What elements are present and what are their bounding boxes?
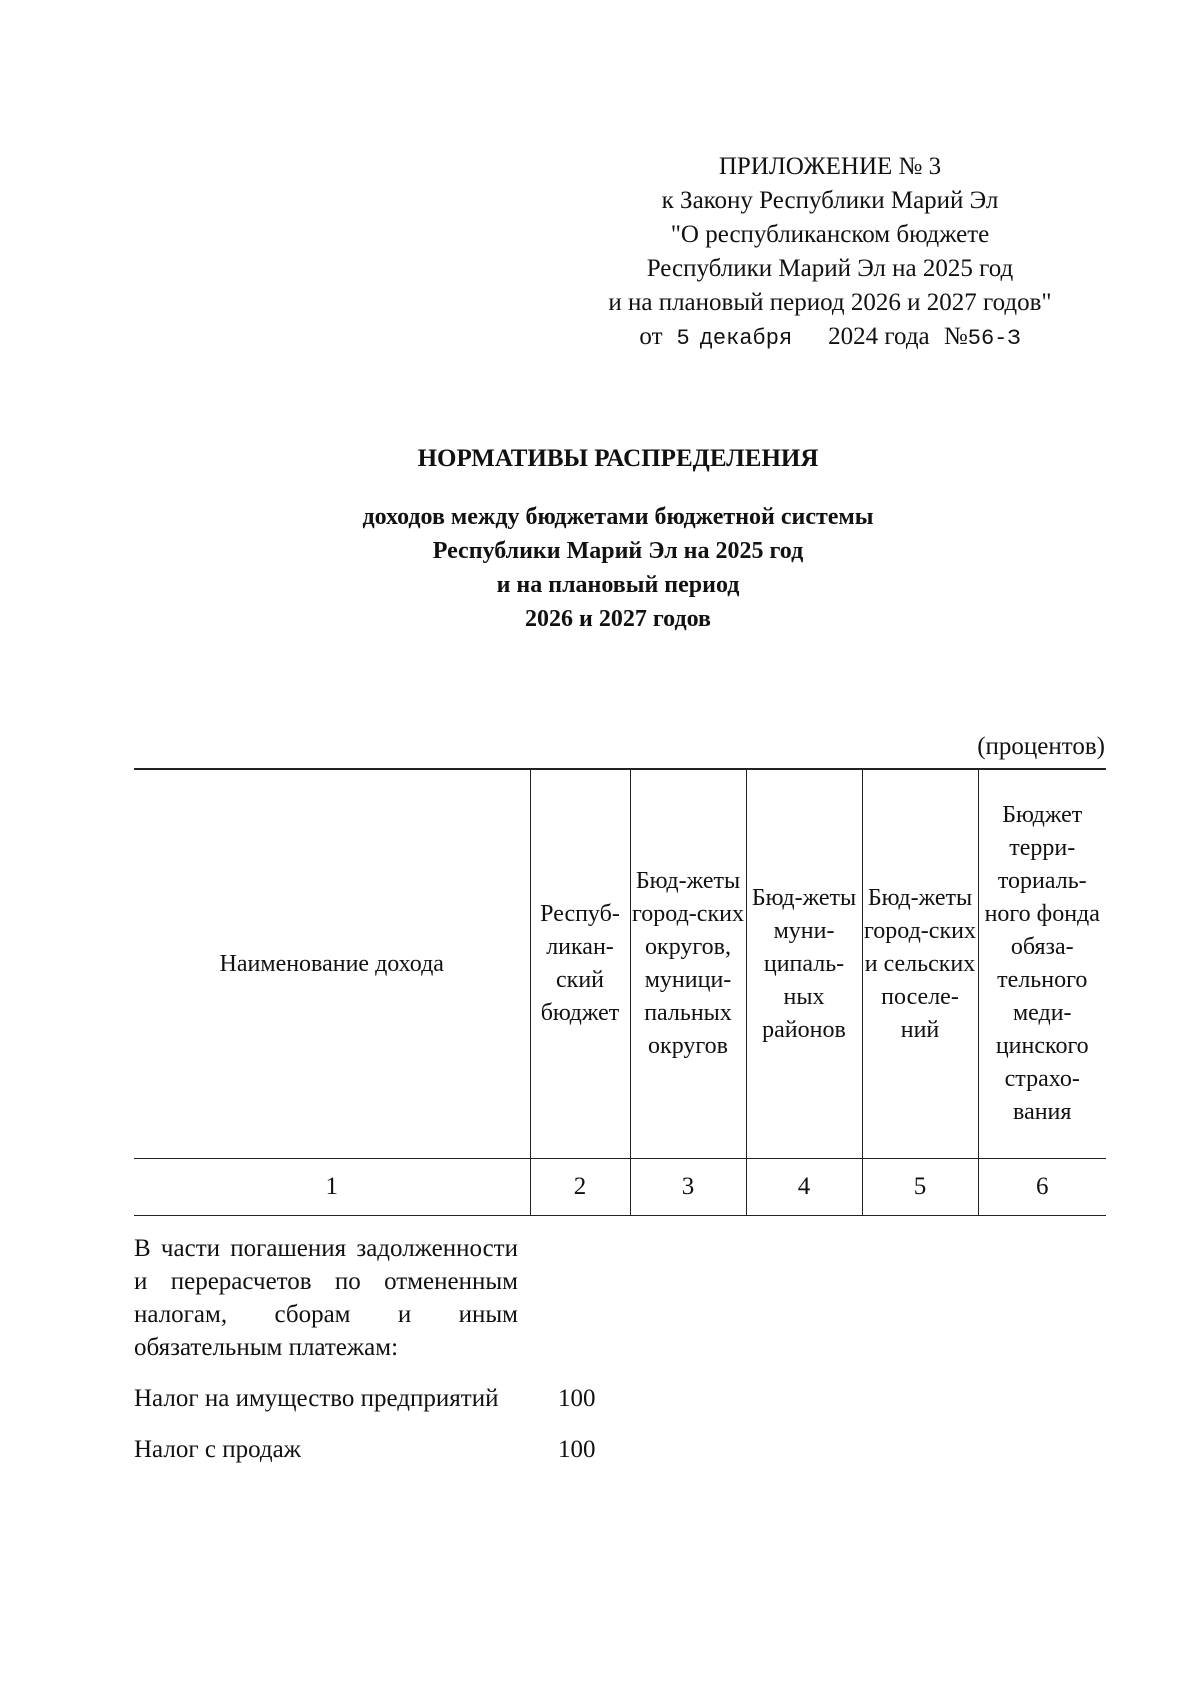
column-number-row: [134, 1159, 1106, 1216]
republican-value: 100: [558, 1385, 596, 1412]
table-row: [134, 1415, 1106, 1466]
document-title: НОРМАТИВЫ РАСПРЕДЕЛЕНИЯ: [417, 445, 819, 472]
appendix-law-name-1: "О республиканском бюджете: [670, 221, 990, 248]
income-name: Налог с продаж: [134, 1436, 301, 1463]
appendix-date-line: [560, 320, 1100, 356]
appendix-title: ПРИЛОЖЕНИЕ № 3: [718, 153, 942, 180]
column-number: 3: [630, 1159, 746, 1216]
subtitle-line-3: и на плановый период: [496, 572, 740, 598]
header-settlement-budgets: Бюд-жеты город-ских и сельских поселе-ний: [862, 769, 978, 1159]
unit-label: (процентов): [977, 733, 1105, 760]
number-prefix: №: [943, 323, 968, 350]
appendix-block: [560, 150, 1100, 356]
law-number: 56-З: [967, 326, 1021, 351]
column-number: 5: [862, 1159, 978, 1216]
header-city-district-budgets: Бюд-жеты город-ских округов, муници-пальных округов: [630, 769, 746, 1159]
table-header-row: [134, 769, 1106, 1159]
subtitle-line-4: 2026 и 2027 годов: [525, 606, 711, 632]
section-label: В части погашения задолженности и перерасчетов по отмененным налогам, сборам и иным обязательным платежам:: [134, 1235, 518, 1361]
section-row: [134, 1216, 1106, 1365]
republican-value: 100: [558, 1436, 596, 1463]
header-republican-budget: Респуб-ликан-ский бюджет: [530, 769, 630, 1159]
date-year: 2024 года: [828, 323, 930, 350]
date-day: 5: [676, 326, 690, 351]
appendix-law-name-3: и на плановый период 2026 и 2027 годов": [608, 289, 1052, 316]
document-subtitle: [0, 500, 1200, 636]
date-prefix: от: [639, 323, 663, 350]
header-medical-insurance-fund: Бюджет терри-ториаль-ного фонда обяза-тельного меди-цинского страхо-вания: [978, 769, 1106, 1159]
distribution-table: [134, 768, 1106, 1466]
column-number: 4: [746, 1159, 862, 1216]
date-month: декабря: [699, 326, 793, 351]
header-income-name: Наименование дохода: [134, 769, 530, 1159]
subtitle-line-2: Республики Марий Эл на 2025 год: [432, 538, 804, 564]
appendix-law-name-2: Республики Марий Эл на 2025 год: [646, 255, 1014, 282]
column-number: 1: [134, 1159, 530, 1216]
column-number: 2: [530, 1159, 630, 1216]
appendix-law-ref: к Закону Республики Марий Эл: [661, 187, 999, 214]
income-name: Налог на имущество предприятий: [134, 1385, 499, 1412]
column-number: 6: [978, 1159, 1106, 1216]
table-row: [134, 1364, 1106, 1415]
header-municipal-district-budgets: Бюд-жеты муни-ципаль-ных районов: [746, 769, 862, 1159]
subtitle-line-1: доходов между бюджетами бюджетной системы: [362, 504, 874, 530]
